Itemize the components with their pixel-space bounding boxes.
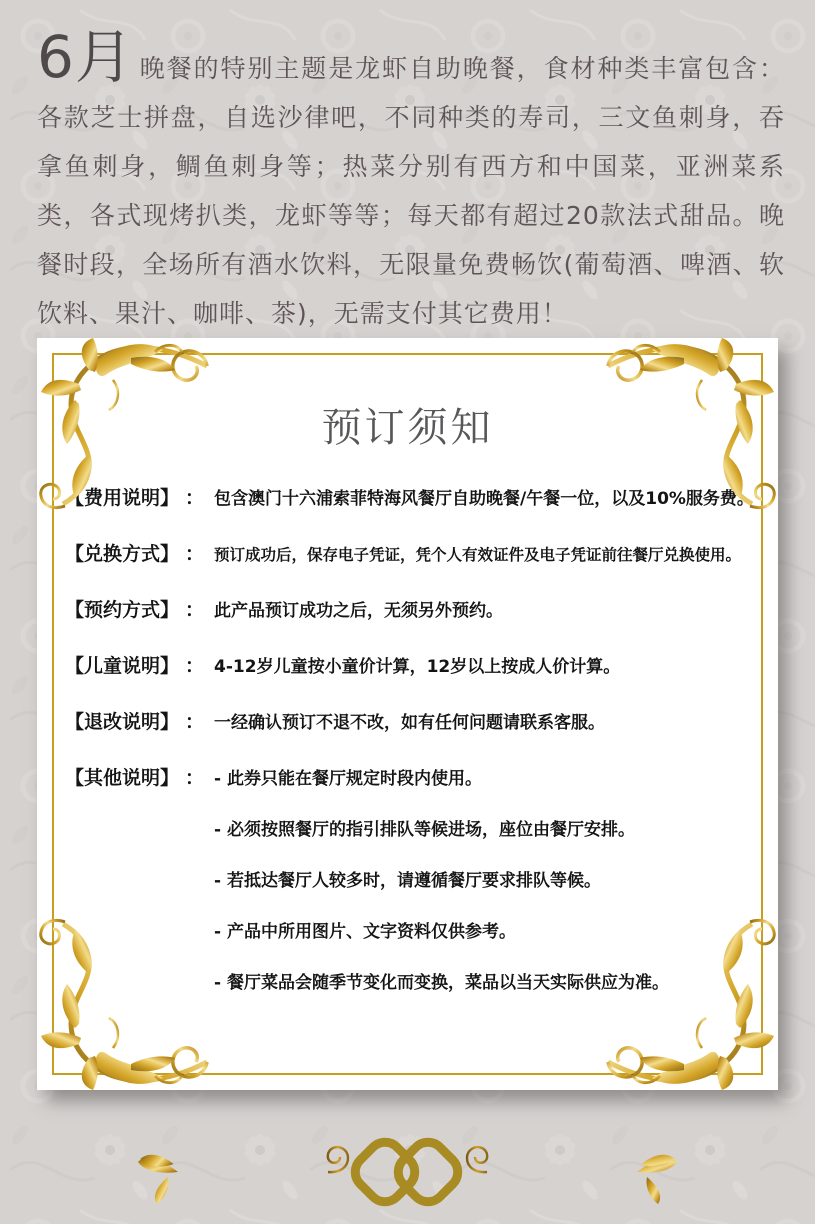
corner-flourish-bottom-left-icon	[35, 914, 213, 1092]
notice-line: 包含澳门十六浦索菲特海风餐厅自助晚餐/午餐一位，以及10%服务费。	[214, 489, 754, 509]
intro-paragraph	[37, 23, 785, 338]
notice-item-refund	[65, 707, 764, 734]
colon: ：	[185, 711, 205, 733]
notice-item-label: 【儿童说明】	[65, 655, 180, 677]
colon: ：	[185, 767, 205, 789]
card-title: 预订须知	[321, 405, 494, 451]
colon: ：	[185, 487, 205, 509]
notice-line: 此产品预订成功之后，无须另外预约。	[214, 601, 504, 621]
notice-item-desc	[214, 712, 764, 734]
divider-left-leaf-icon	[138, 1148, 178, 1204]
notice-item-children	[65, 651, 764, 678]
notice-item-reservation	[65, 595, 764, 622]
corner-flourish-top-right-icon	[602, 336, 780, 514]
bottom-divider-ornament	[0, 1125, 815, 1220]
notice-line: - 餐厅菜品会随季节变化而变换，菜品以当天实际供应为准。	[214, 973, 670, 993]
interlocking-rings-icon	[348, 1135, 465, 1209]
notice-line: - 若抵达餐厅人较多时，请遵循餐厅要求排队等候。	[214, 871, 602, 891]
notice-card	[37, 338, 778, 1090]
notice-item-label: 【其他说明】	[65, 767, 180, 789]
notice-item-label: 【预约方式】	[65, 599, 180, 621]
notice-line: - 产品中所用图片、文字资料仅供参考。	[214, 922, 517, 942]
notice-item-desc	[214, 544, 764, 566]
notice-line: 预订成功后，保存电子凭证，凭个人有效证件及电子凭证前往餐厅兑换使用。	[214, 546, 742, 564]
notice-line: 一经确认预订不退不改，如有任何问题请联系客服。	[214, 713, 606, 733]
colon: ：	[185, 543, 205, 565]
colon: ：	[185, 655, 205, 677]
month-headline: 6月	[37, 23, 134, 91]
notice-item-label: 【兑换方式】	[65, 543, 180, 565]
notice-item-desc	[214, 600, 764, 622]
intro-text: 晚餐的特别主题是龙虾自助晚餐，食材种类丰富包含：各款芝士拼盘，自选沙律吧，不同种类的寿司，三文鱼刺身，吞拿鱼刺身，鲷鱼刺身等；热菜分别有西方和中国菜，亚洲菜系类，各式现烤扒类，龙虾等等；每天都有超过20款法式甜品。晚餐时段，全场所有酒水饮料，无限量免费畅饮(葡萄酒、啤酒、软饮料、果汁、咖啡、茶)，无需支付其它费用！	[37, 54, 785, 328]
notice-line: 4-12岁儿童按小童价计算，12岁以上按成人价计算。	[214, 657, 621, 677]
notice-item-redeem	[65, 539, 764, 566]
corner-flourish-bottom-right-icon	[602, 914, 780, 1092]
notice-item-desc	[214, 656, 764, 678]
notice-item-label: 【退改说明】	[65, 711, 180, 733]
notice-line: - 此券只能在餐厅规定时段内使用。	[214, 769, 483, 789]
divider-right-leaf-icon	[637, 1148, 677, 1204]
colon: ：	[185, 599, 205, 621]
notice-line: - 必须按照餐厅的指引排队等候进场，座位由餐厅安排。	[214, 820, 636, 840]
notice-item-label: 【费用说明】	[65, 487, 180, 509]
corner-flourish-top-left-icon	[35, 336, 213, 514]
